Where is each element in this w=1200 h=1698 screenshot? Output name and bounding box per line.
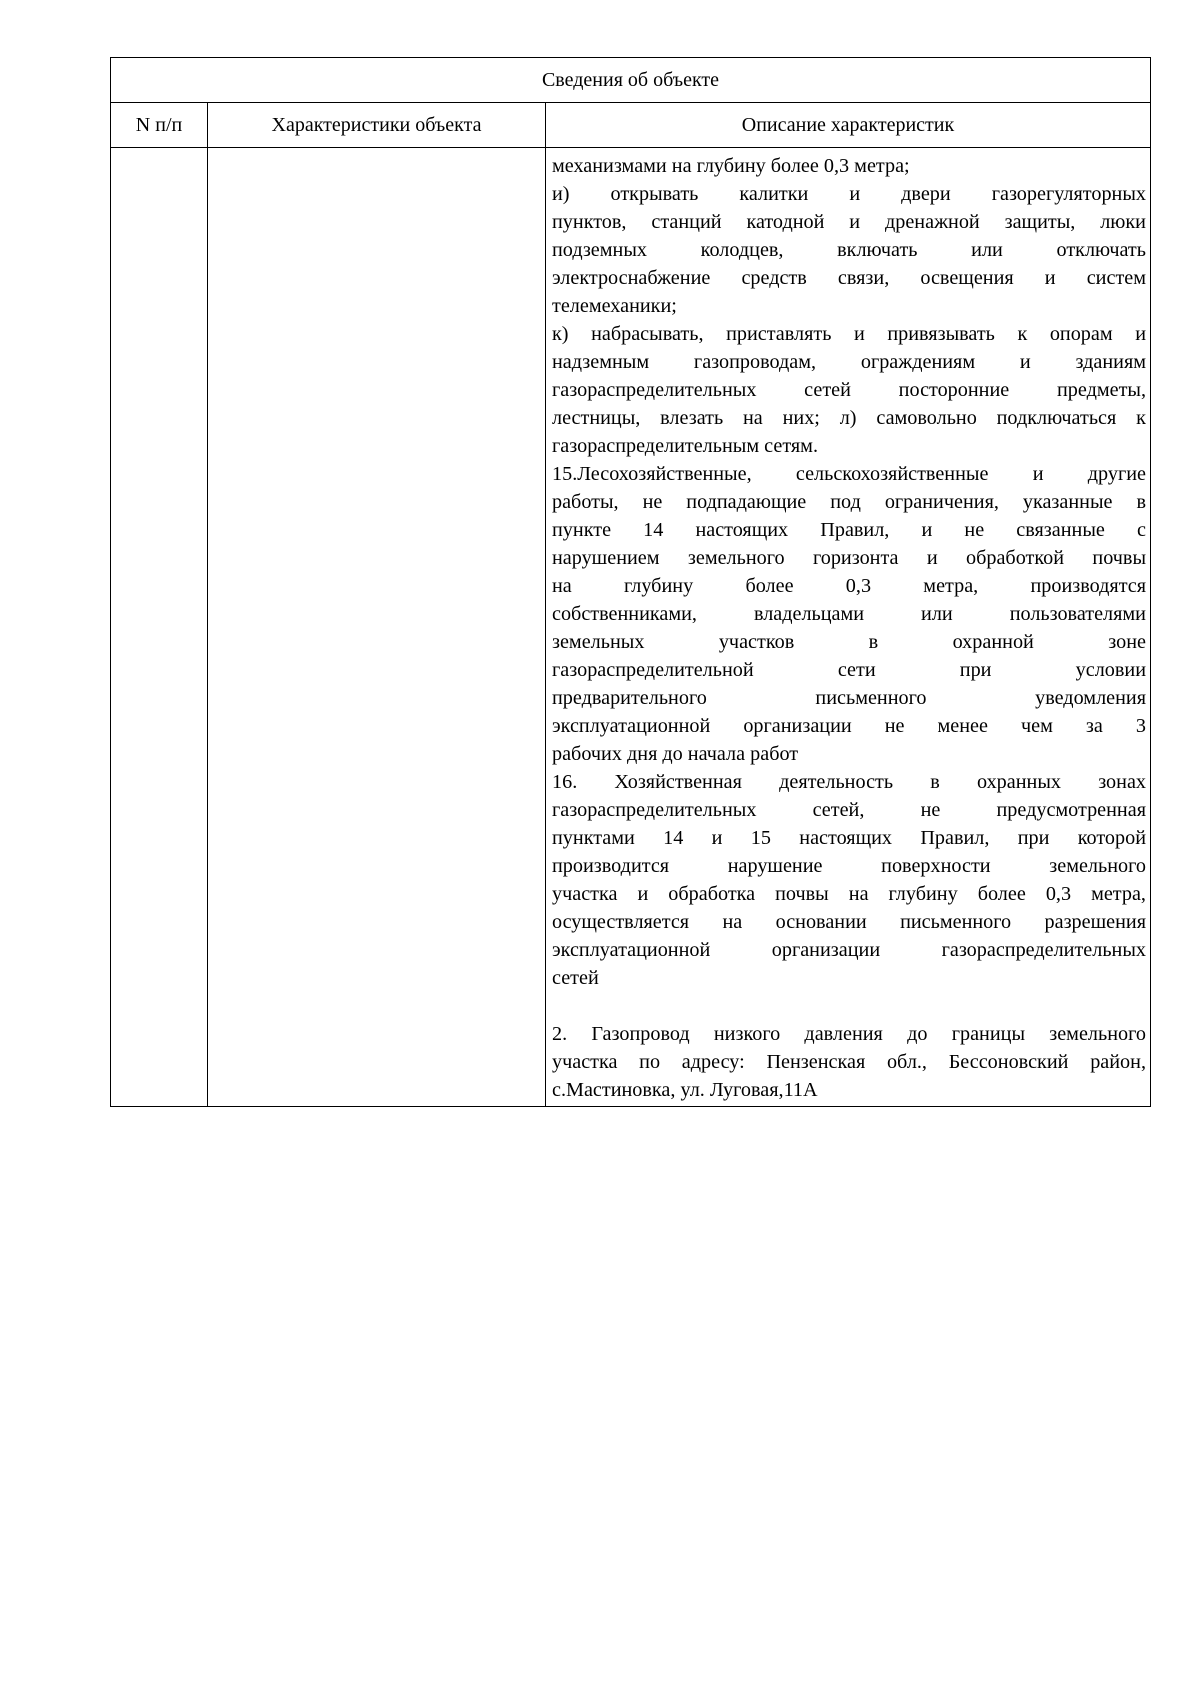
description-word: к (1017, 323, 1028, 345)
description-word: подпадающие (686, 491, 807, 513)
table-title: Сведения об объекте (111, 58, 1151, 103)
description-word: газорегуляторных (991, 183, 1146, 205)
description-word: земельного (687, 547, 785, 569)
description-word: л) (839, 407, 857, 429)
description-word: земельного (1049, 855, 1146, 877)
description-word: и) (552, 183, 570, 205)
description-word: колодцев, (700, 239, 784, 261)
description-word: 15.Лесохозяйственные, (552, 463, 752, 485)
description-word: Хозяйственная (614, 771, 742, 793)
description-word: влезать (660, 407, 724, 429)
description-word: 14 (663, 827, 684, 849)
description-line (552, 404, 1146, 432)
description-line (552, 488, 1146, 516)
description-word: в (868, 631, 879, 653)
description-word: защиты, (1004, 211, 1076, 233)
description-word: зданиям (1075, 351, 1147, 373)
description-line (552, 572, 1146, 600)
description-line: рабочих дня до начала работ (552, 743, 799, 765)
description-word: район, (1090, 1051, 1146, 1073)
description-line (552, 264, 1146, 292)
description-word: и (1044, 267, 1056, 289)
description-word: систем (1086, 267, 1146, 289)
description-word: включать (837, 239, 918, 261)
description-word: организации (743, 715, 852, 737)
description-word: сетей, (812, 799, 865, 821)
description-word: не (642, 491, 663, 513)
cell-num (111, 148, 208, 1107)
description-word: средств (741, 267, 807, 289)
description-line (552, 208, 1146, 236)
description-line (552, 544, 1146, 572)
description-word: другие (1087, 463, 1146, 485)
description-word: обработка (668, 883, 756, 905)
description-word: глубину (624, 575, 694, 597)
description-word: почвы (775, 883, 829, 905)
description-line (552, 180, 1146, 208)
object-info-table (110, 57, 1151, 1107)
description-word: нарушение (727, 855, 823, 877)
description-word: пункте (552, 519, 612, 541)
description-line (552, 1020, 1146, 1048)
description-word: катодной (746, 211, 825, 233)
description-word: на (848, 883, 869, 905)
description-word: не (920, 799, 941, 821)
description-word: пунктов, (552, 211, 627, 233)
description-line (552, 320, 1146, 348)
description-word: охранных (977, 771, 1062, 793)
description-word: настоящих (695, 519, 789, 541)
description-line: механизмами на глубину более 0,3 метра; (552, 155, 910, 177)
description-word: связанные (1016, 519, 1105, 541)
description-word: сельскохозяйственные (795, 463, 989, 485)
description-word: газораспределительной (552, 659, 754, 681)
description-line (552, 656, 1146, 684)
description-word: пользователями (1009, 603, 1146, 625)
description-word: эксплуатационной (552, 939, 711, 961)
description-word: организации (771, 939, 881, 961)
description-word: чем (1021, 715, 1053, 737)
description-word: электроснабжение (552, 267, 711, 289)
description-word: двери (901, 183, 951, 205)
description-word: 0,3 (1045, 883, 1072, 905)
description-word: 15 (750, 827, 771, 849)
description-word: 3 (1135, 715, 1146, 737)
description-line (552, 768, 1146, 796)
cell-characteristics (208, 148, 546, 1107)
description-word: настоящих (799, 827, 893, 849)
description-word: под (830, 491, 861, 513)
description-word: более (977, 883, 1026, 905)
description-word: на (743, 407, 763, 429)
description-line: с.Мастиновка, ул. Луговая,11А (552, 1079, 818, 1101)
description-word: участка (552, 883, 618, 905)
description-word: газораспределительных (552, 799, 757, 821)
description-word: адресу: (681, 1051, 745, 1073)
description-word: которой (1077, 827, 1147, 849)
description-word: открывать (610, 183, 699, 205)
description-word: пунктами (552, 827, 635, 849)
description-word: земельного (1049, 1023, 1146, 1045)
description-word: самовольно (876, 407, 977, 429)
description-line (552, 376, 1146, 404)
description-word: участков (718, 631, 795, 653)
description-word: связи, (837, 267, 890, 289)
cell-description (546, 148, 1151, 1107)
table-title-row (111, 58, 1151, 103)
description-word: люки (1100, 211, 1146, 233)
description-word: сетей (804, 379, 851, 401)
description-word: метра, (923, 575, 979, 597)
description-word: основании (775, 911, 867, 933)
description-word: посторонние (898, 379, 1010, 401)
description-word: предусмотренная (996, 799, 1146, 821)
description-word: 16. (552, 771, 578, 793)
description-word: и (921, 519, 933, 541)
description-word: предварительного (552, 687, 707, 709)
description-word: ограждениям (860, 351, 976, 373)
description-line (552, 236, 1146, 264)
description-word: и (849, 183, 861, 205)
description-word: производятся (1030, 575, 1147, 597)
description-word: границы (951, 1023, 1026, 1045)
description-word: участка (552, 1051, 618, 1073)
table-row (111, 148, 1151, 1107)
description-word: сети (837, 659, 876, 681)
description-word: и (711, 827, 723, 849)
description-word: и (849, 211, 861, 233)
description-word: земельных (552, 631, 645, 653)
description-line (552, 908, 1146, 936)
description-word: деятельность (779, 771, 894, 793)
description-word: производится (552, 855, 670, 877)
description-line (552, 936, 1146, 964)
description-word: до (907, 1023, 928, 1045)
description-word: обл., (886, 1051, 927, 1073)
description-word: Правил, (820, 519, 890, 541)
header-description: Описание характеристик (546, 103, 1151, 148)
description-line (552, 992, 1146, 1020)
description-word: и (1032, 463, 1044, 485)
description-line (552, 796, 1146, 824)
header-num: N п/п (111, 103, 208, 148)
description-word: разрешения (1044, 911, 1147, 933)
description-word: не (884, 715, 905, 737)
description-word: поверхности (881, 855, 991, 877)
description-line (552, 628, 1146, 656)
description-word: калитки (739, 183, 809, 205)
description-word: обработкой (966, 547, 1065, 569)
table-header-row (111, 103, 1151, 148)
description-word: и (926, 547, 938, 569)
description-word: глубину (888, 883, 958, 905)
description-word: привязывать (887, 323, 995, 345)
description-word: метра, (1091, 883, 1146, 905)
description-word: и (1135, 323, 1147, 345)
description-word: по (639, 1051, 661, 1073)
description-word: или (971, 239, 1003, 261)
description-word: давления (804, 1023, 883, 1045)
description-word: ограничения, (884, 491, 999, 513)
description-word: зонах (1098, 771, 1147, 793)
description-line (552, 712, 1146, 740)
description-line (552, 852, 1146, 880)
description-word: при (959, 659, 992, 681)
description-line: газораспределительным сетям. (552, 435, 818, 457)
description-word: Бессоновский (948, 1051, 1069, 1073)
description-word: собственниками, (552, 603, 697, 625)
description-word: работы, (552, 491, 619, 513)
description-word: и (1019, 351, 1031, 373)
description-line: телемеханики; (552, 295, 677, 317)
description-line (552, 460, 1146, 488)
description-line (552, 824, 1146, 852)
description-word: газораспределительных (552, 379, 757, 401)
description-word: менее (937, 715, 988, 737)
description-word: предметы, (1056, 379, 1147, 401)
description-word: газопроводам, (693, 351, 817, 373)
description-word: более (745, 575, 794, 597)
description-word: Газопровод (591, 1023, 690, 1045)
description-word: Пензенская (766, 1051, 866, 1073)
description-word: письменного (815, 687, 927, 709)
description-word: указанные (1022, 491, 1113, 513)
description-word: набрасывать, (591, 323, 704, 345)
description-word: 0,3 (845, 575, 872, 597)
description-word: приставлять (726, 323, 832, 345)
description-line (552, 600, 1146, 628)
description-word: станций (651, 211, 722, 233)
description-word: эксплуатационной (552, 715, 711, 737)
description-word: дренажной (884, 211, 980, 233)
description-word: нарушением (552, 547, 660, 569)
description-word: освещения (920, 267, 1014, 289)
description-word: за (1085, 715, 1103, 737)
description-word: на (722, 911, 743, 933)
description-line: сетей (552, 967, 599, 989)
description-word: владельцами (753, 603, 865, 625)
description-word: надземным (552, 351, 650, 373)
header-characteristics: Характеристики объекта (208, 103, 546, 148)
description-word: не (964, 519, 985, 541)
description-word: зоне (1108, 631, 1146, 653)
description-word: отключать (1056, 239, 1146, 261)
description-word: или (921, 603, 953, 625)
description-word: и (637, 883, 649, 905)
description-word: письменного (900, 911, 1012, 933)
description-word: осуществляется (552, 911, 690, 933)
description-word: 2. (552, 1023, 568, 1045)
description-line (552, 880, 1146, 908)
description-line (552, 348, 1146, 376)
description-word: Правил, (920, 827, 990, 849)
description-word: почвы (1092, 547, 1147, 569)
description-line (552, 516, 1146, 544)
description-word: с (1136, 519, 1146, 541)
description-word: газораспределительных (941, 939, 1147, 961)
description-word: 14 (643, 519, 664, 541)
description-word: подземных (552, 239, 648, 261)
description-word: к (1136, 407, 1146, 429)
description-word: опорам (1049, 323, 1113, 345)
description-word: уведомления (1035, 687, 1146, 709)
description-word: горизонта (812, 547, 899, 569)
description-word: условии (1075, 659, 1147, 681)
description-word: охранной (952, 631, 1034, 653)
description-word: и (853, 323, 865, 345)
description-word: в (930, 771, 940, 793)
description-word: них; (782, 407, 820, 429)
description-line (552, 1048, 1146, 1076)
description-word: низкого (713, 1023, 781, 1045)
description-word: в (1136, 491, 1147, 513)
description-line (552, 684, 1146, 712)
description-word: к) (552, 323, 569, 345)
description-word: подключаться (996, 407, 1117, 429)
description-word: лестницы, (552, 407, 641, 429)
description-word: при (1017, 827, 1050, 849)
description-word: на (552, 575, 572, 597)
